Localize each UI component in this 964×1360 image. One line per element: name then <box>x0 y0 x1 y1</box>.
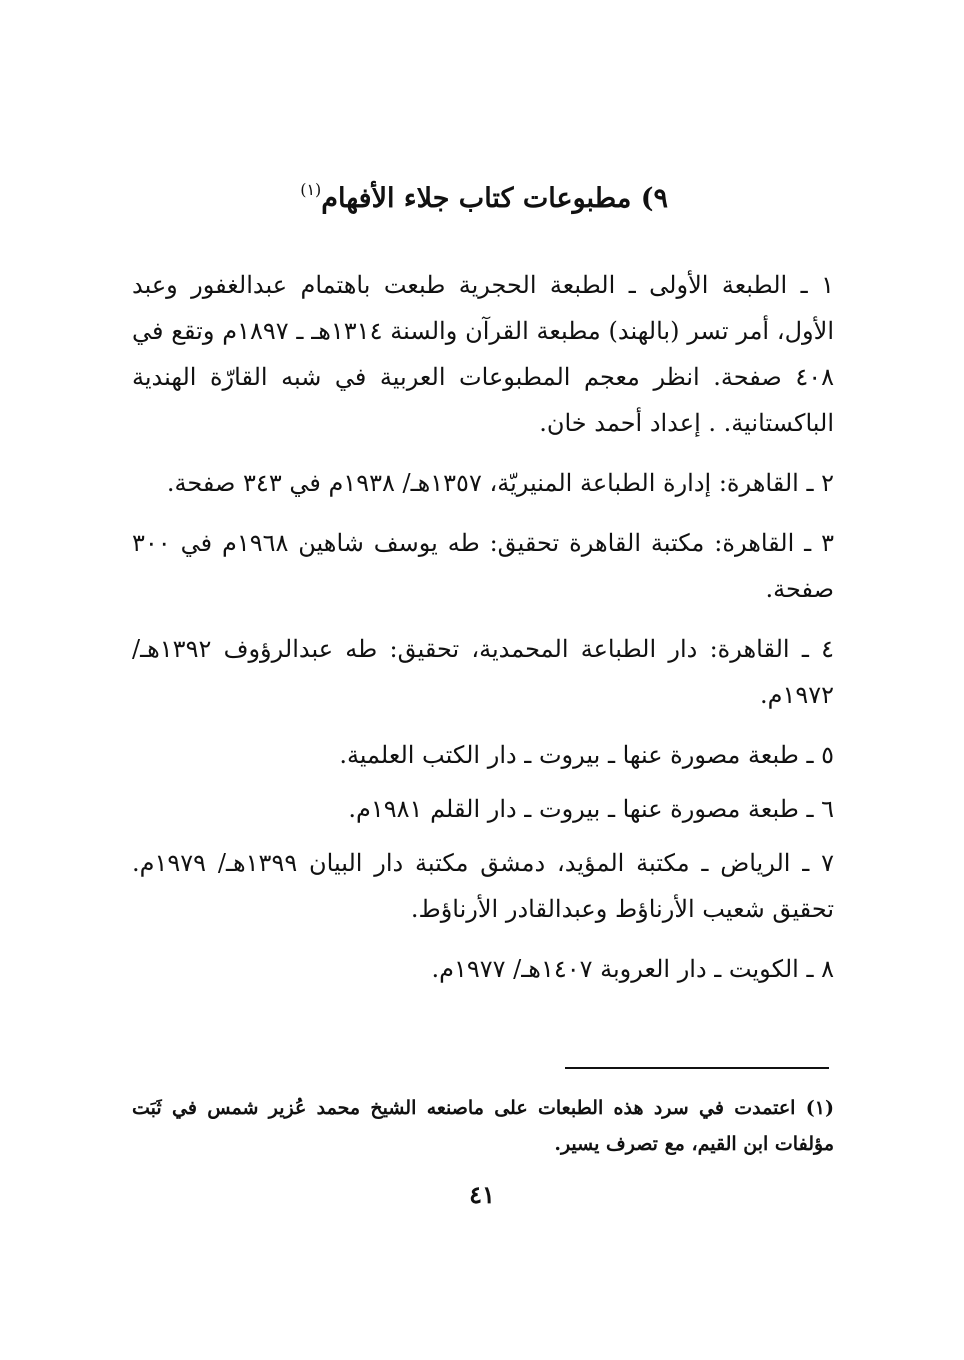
edition-entry-4: ٤ ـ القاهرة: دار الطباعة المحمدية، تحقيق: طه عبدالرؤوف ١٣٩٢هـ/ ١٩٧٢م. <box>132 635 835 709</box>
edition-entry-5: ٥ ـ طبعة مصورة عنها ـ بيروت ـ دار الكتب العلمية. <box>339 741 834 769</box>
editions-list <box>132 262 834 1006</box>
edition-entry-3: ٣ ـ القاهرة: مكتبة القاهرة تحقيق: طه يوسف شاهين ١٩٦٨م في ٣٠٠ صفحة. <box>132 529 835 603</box>
footnote-divider <box>565 1067 829 1069</box>
heading-title: ٩) مطبوعات كتاب جلاء الأفهام <box>321 183 668 214</box>
edition-entry-6: ٦ ـ طبعة مصورة عنها ـ بيروت ـ دار القلم ١٩٨١م. <box>348 795 834 823</box>
page-number: ٤١ <box>469 1180 495 1209</box>
edition-entry-8: ٨ ـ الكويت ـ دار العروبة ١٤٠٧هـ/ ١٩٧٧م. <box>431 955 834 983</box>
edition-entry-1: ١ ـ الطبعة الأولى ـ الطبعة الحجرية طبعت باهتمام عبدالغفور وعبد الأول، أمر تسر (بالهند) مطبعة القرآن والسنة ١٣١٤هـ ـ ١٨٩٧م وتقع في ٤٠٨ صفحة. انظر معجم المطبوعات العربية في شبه القارّة الهندية الباكستانية. . إعداد أحمد خان. <box>132 271 834 437</box>
footnote-marker: (١) <box>300 180 322 199</box>
footnote: (١) اعتمدت في سرد هذه الطبعات على ماصنعه الشيخ محمد عُزير شمس في ثَبَت مؤلفات ابن القيم، مع تصرف يسير. <box>132 1097 834 1155</box>
section-heading <box>300 180 668 214</box>
edition-entry-2: ٢ ـ القاهرة: إدارة الطباعة المنيريّة، ١٣٥٧هـ/ ١٩٣٨م في ٣٤٣ صفحة. <box>166 469 834 497</box>
edition-entry-7: ٧ ـ الرياض ـ مكتبة المؤيد، دمشق مكتبة دار البيان ١٣٩٩هـ/ ١٩٧٩م. تحقيق شعيب الأرناؤط وعبدالقادر الأرناؤط. <box>132 849 834 923</box>
